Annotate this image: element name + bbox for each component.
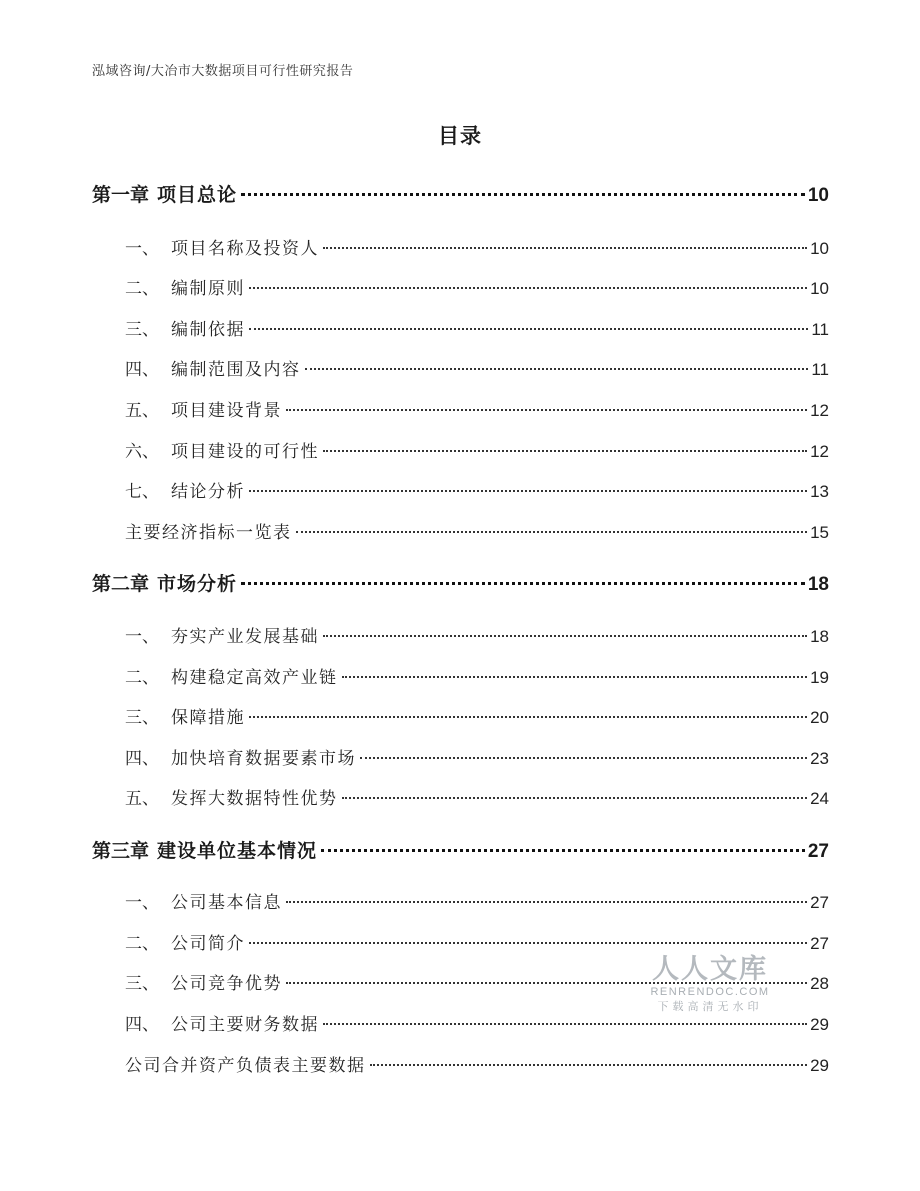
toc-chapter-entry[interactable] xyxy=(92,571,829,597)
toc-dot-leader xyxy=(370,1064,808,1066)
toc-entry-number: 三、 xyxy=(125,320,159,340)
toc-dot-leader xyxy=(323,635,807,637)
toc-dot-leader xyxy=(249,287,807,289)
toc-entry-number: 四、 xyxy=(125,749,159,769)
toc-chapter-entry[interactable] xyxy=(92,838,829,864)
toc-page-number: 19 xyxy=(810,668,829,687)
toc-page-number: 20 xyxy=(810,708,829,727)
toc-section-entry[interactable] xyxy=(125,890,829,916)
toc-page-number: 23 xyxy=(810,749,829,768)
toc-page-number: 27 xyxy=(810,893,829,912)
toc-dot-leader xyxy=(249,716,807,718)
toc-entry-label: 项目建设背景 xyxy=(171,401,282,421)
toc-dot-leader xyxy=(323,450,807,452)
toc-section-entry[interactable] xyxy=(125,357,829,383)
toc-page-number: 11 xyxy=(811,360,829,379)
toc-page-number: 28 xyxy=(810,974,829,993)
toc-entry-number: 第二章 xyxy=(92,573,150,595)
toc-section-entry[interactable] xyxy=(125,1012,829,1038)
toc-section-entry[interactable] xyxy=(125,398,829,424)
toc-entry-label: 编制依据 xyxy=(171,320,245,340)
toc-page-number: 13 xyxy=(810,482,829,501)
toc-section-entry[interactable] xyxy=(125,317,829,343)
toc-entry-number: 四、 xyxy=(125,1015,159,1035)
toc-page-number: 10 xyxy=(810,279,829,298)
toc-page-number: 29 xyxy=(810,1015,829,1034)
toc-section-entry[interactable] xyxy=(125,1053,829,1079)
toc-entry-label: 项目总论 xyxy=(157,184,238,206)
toc-section-entry[interactable] xyxy=(125,665,829,691)
toc-entry-label: 构建稳定高效产业链 xyxy=(171,668,338,688)
toc-dot-leader xyxy=(286,409,807,411)
toc-entry-label: 编制范围及内容 xyxy=(171,360,301,380)
watermark-tagline: 下载高清无水印 xyxy=(657,1000,763,1013)
toc-section-entry[interactable] xyxy=(125,520,829,546)
watermark xyxy=(640,955,780,1015)
toc-entry-number: 二、 xyxy=(125,668,159,688)
toc-section-entry[interactable] xyxy=(125,439,829,465)
toc-entry-label: 保障措施 xyxy=(171,708,245,728)
toc-page-number: 27 xyxy=(807,841,829,862)
toc-entry-number: 一、 xyxy=(125,627,159,647)
toc-page-number: 12 xyxy=(810,401,829,420)
toc-entry-label: 公司基本信息 xyxy=(171,893,282,913)
toc-dot-leader xyxy=(342,676,808,678)
toc-section-entry[interactable] xyxy=(125,746,829,772)
toc-section-entry[interactable] xyxy=(125,479,829,505)
toc-entry-label: 项目名称及投资人 xyxy=(171,239,319,259)
toc-entry-number: 一、 xyxy=(125,893,159,913)
toc-dot-leader xyxy=(241,193,805,196)
toc-section-entry[interactable] xyxy=(125,236,829,262)
toc-section-entry[interactable] xyxy=(125,705,829,731)
toc-entry-label: 建设单位基本情况 xyxy=(157,840,318,862)
toc-entry-label: 加快培育数据要素市场 xyxy=(171,749,356,769)
toc-dot-leader xyxy=(360,757,807,759)
toc-entry-label: 公司合并资产负债表主要数据 xyxy=(125,1056,366,1076)
toc-entry-number: 三、 xyxy=(125,974,159,994)
toc-page-number: 27 xyxy=(810,934,829,953)
toc-entry-label: 编制原则 xyxy=(171,279,245,299)
toc-section-entry[interactable] xyxy=(125,276,829,302)
toc-entry-number: 七、 xyxy=(125,482,159,502)
toc-dot-leader xyxy=(296,531,808,533)
toc-entry-number: 第一章 xyxy=(92,184,150,206)
toc-entry-label: 公司竞争优势 xyxy=(171,974,282,994)
running-header: 泓域咨询/大冶市大数据项目可行性研究报告 xyxy=(92,64,354,79)
toc-entry-label: 主要经济指标一览表 xyxy=(125,523,292,543)
toc-entry-label: 公司主要财务数据 xyxy=(171,1015,319,1035)
toc-entry-label: 发挥大数据特性优势 xyxy=(171,789,338,809)
toc-dot-leader xyxy=(249,490,807,492)
toc-page-number: 15 xyxy=(810,523,829,542)
toc-page-number: 10 xyxy=(807,185,829,206)
toc-entry-number: 第三章 xyxy=(92,840,150,862)
watermark-logo: 人人文库 xyxy=(652,954,768,985)
toc-entry-number: 三、 xyxy=(125,708,159,728)
toc-dot-leader xyxy=(305,368,809,370)
toc-dot-leader xyxy=(249,328,808,330)
toc-chapter-entry[interactable] xyxy=(92,182,829,208)
toc-page-number: 18 xyxy=(807,574,829,595)
toc-entry-label: 项目建设的可行性 xyxy=(171,442,319,462)
toc-dot-leader xyxy=(323,1023,807,1025)
toc-page-number: 18 xyxy=(810,627,829,646)
toc-page-number: 11 xyxy=(811,320,829,339)
toc-entry-number: 五、 xyxy=(125,401,159,421)
toc-dot-leader xyxy=(241,582,805,585)
watermark-domain: RENRENDOC.COM xyxy=(650,986,770,998)
toc-entry-number: 六、 xyxy=(125,442,159,462)
toc-entry-label: 市场分析 xyxy=(157,573,238,595)
toc-page-number: 24 xyxy=(810,789,829,808)
toc-entry-label: 结论分析 xyxy=(171,482,245,502)
toc-page-number: 29 xyxy=(810,1056,829,1075)
toc-entry-label: 公司简介 xyxy=(171,934,245,954)
toc-entry-number: 二、 xyxy=(125,934,159,954)
toc-entry-label: 夯实产业发展基础 xyxy=(171,627,319,647)
toc-dot-leader xyxy=(286,901,807,903)
toc-entry-number: 一、 xyxy=(125,239,159,259)
toc-dot-leader xyxy=(342,797,808,799)
toc-title: 目录 xyxy=(438,124,482,148)
toc-entry-number: 四、 xyxy=(125,360,159,380)
toc-dot-leader xyxy=(323,247,807,249)
toc-dot-leader xyxy=(249,942,807,944)
toc-entry-number: 二、 xyxy=(125,279,159,299)
toc-entry-number: 五、 xyxy=(125,789,159,809)
toc-section-entry[interactable] xyxy=(125,786,829,812)
toc-dot-leader xyxy=(321,849,805,852)
toc-page-number: 10 xyxy=(810,239,829,258)
toc-section-entry[interactable] xyxy=(125,624,829,650)
toc-page-number: 12 xyxy=(810,442,829,461)
